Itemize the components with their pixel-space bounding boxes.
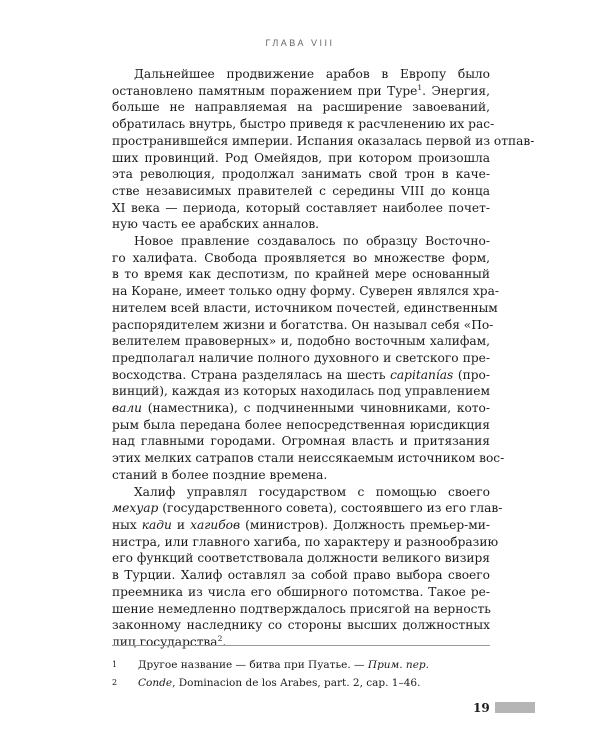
- footnote: [112, 656, 490, 674]
- text-line: [112, 283, 499, 300]
- text-run: станий в более поздние времена.: [112, 467, 328, 482]
- text-line: [112, 517, 490, 534]
- text-run: рым была передана более непосредственная юрисдикция: [112, 417, 490, 432]
- text-run: Другое название — битва при Пуатье. —: [138, 659, 368, 671]
- text-line: [112, 216, 490, 233]
- italic-term: вали: [112, 401, 142, 416]
- text-line: [112, 467, 490, 484]
- text-run: , Dominacion de los Arabes, part. 2, cap. 1–46.: [172, 677, 421, 689]
- text-run: обратилась внутрь, быстро приведя к расчленению их рас-: [112, 117, 495, 132]
- text-line: [112, 367, 490, 384]
- text-line: [112, 333, 490, 350]
- text-run: стве независимых правителей с середины VIII до конца: [112, 183, 490, 198]
- footnote-number: 1: [112, 660, 118, 669]
- running-head: ГЛАВА VIII: [265, 38, 335, 48]
- text-line: [112, 617, 490, 634]
- text-run: и: [171, 517, 191, 532]
- body-text: [112, 66, 535, 651]
- text-line: [112, 534, 499, 551]
- footnote: [112, 674, 490, 692]
- text-run: остановлено памятным поражением при Туре: [112, 83, 418, 98]
- italic-term: хагибов: [190, 517, 241, 532]
- text-line: [112, 250, 490, 267]
- text-run: XI века — периода, который составляет наиболее почет-: [112, 200, 490, 215]
- text-line: [112, 484, 490, 501]
- text-line: [112, 116, 495, 133]
- page-edge-tab: [495, 702, 535, 713]
- text-run: ную часть ее арабских анналов.: [112, 217, 320, 232]
- text-line: [112, 233, 490, 250]
- text-line: [112, 350, 490, 367]
- text-line: [112, 433, 490, 450]
- text-run: .: [222, 634, 227, 649]
- text-line: [112, 383, 490, 400]
- paragraph: [112, 484, 503, 651]
- paragraph: [112, 66, 535, 233]
- text-run: шение немедленно подтверждалось присягой на верность: [112, 601, 491, 616]
- text-run: (наместника), с подчиненными чиновниками, кото-: [141, 401, 490, 416]
- text-run: восходства. Страна разделялась на шесть: [112, 367, 391, 382]
- text-line: [112, 400, 490, 417]
- text-run: (государственного совета), состоявшего из его глав-: [158, 501, 503, 516]
- page-number: 19: [473, 701, 490, 715]
- footnote-ref: 2: [217, 633, 223, 643]
- text-line: [112, 550, 490, 567]
- paragraph: [112, 233, 505, 484]
- italic-term: Conde: [138, 677, 173, 689]
- footnotes: [112, 656, 490, 692]
- text-run: (про-: [453, 367, 491, 382]
- text-line: [112, 601, 490, 618]
- text-run: больше не направляемая на расширение завоеваний,: [112, 100, 490, 115]
- italic-term: capitanías: [390, 367, 454, 382]
- text-run: законному наследнику со стороны высших должностных: [112, 618, 490, 633]
- text-run: (министров). Должность премьер-ми-: [240, 517, 490, 532]
- text-line: [112, 417, 490, 434]
- text-run: этих мелких сатрапов стали неиссякаемым источником вос-: [112, 451, 505, 466]
- text-line: [112, 99, 490, 116]
- text-line: [112, 300, 498, 317]
- text-line: [112, 133, 535, 150]
- text-line: [112, 584, 490, 601]
- text-run: над главными городами. Огромная власть и притязания: [112, 434, 490, 449]
- text-run: эта революция, продолжал занимать свой трон в каче-: [112, 167, 490, 182]
- text-line: [112, 200, 490, 217]
- footnote-text: [138, 674, 420, 692]
- text-run: Халиф управлял государством с помощью своего: [134, 484, 490, 499]
- text-run: предполагал наличие полного духовного и светского пре-: [112, 350, 490, 365]
- text-line: [112, 567, 490, 584]
- text-run: го халифата. Свобода проявляется во множестве форм,: [112, 250, 490, 265]
- text-line: [112, 317, 494, 334]
- italic-term: Прим. пер.: [367, 659, 429, 671]
- text-line: [112, 634, 490, 651]
- text-run: ших провинций. Род Омейядов, при котором произошла: [112, 150, 490, 165]
- text-run: ных: [112, 517, 142, 532]
- text-run: на Коране, имеет только одну форму. Суверен являлся хра-: [112, 284, 499, 299]
- text-run: нителем всей власти, источником почестей, единственным: [112, 300, 498, 315]
- footnote-divider: [112, 645, 490, 646]
- text-run: Дальнейшее продвижение арабов в Европу было: [134, 67, 490, 81]
- italic-term: мехуар: [112, 501, 159, 516]
- text-line: [112, 166, 490, 183]
- text-line: [112, 83, 490, 100]
- text-run: Новое правление создавалось по образцу Восточно-: [134, 234, 490, 249]
- text-line: [112, 183, 490, 200]
- text-run: . Энергия,: [422, 83, 490, 98]
- footnote-text: [138, 656, 429, 674]
- text-run: нистра, или главного хагиба, по характеру и разнообразию: [112, 534, 499, 549]
- text-run: его функций соответствовала должности великого визиря: [112, 551, 490, 566]
- text-run: в то время как деспотизм, по крайней мере основанный: [112, 267, 490, 282]
- text-line: [112, 500, 503, 517]
- text-run: винций), каждая из которых находилась под управлением: [112, 384, 490, 399]
- text-line: [112, 266, 490, 283]
- text-run: лиц государства: [112, 634, 218, 649]
- text-line: [112, 150, 490, 167]
- text-run: в Турции. Халиф оставлял за собой право выбора своего: [112, 568, 490, 583]
- italic-term: кади: [141, 517, 172, 532]
- text-line: [112, 66, 490, 83]
- text-run: велителем правоверных» и, подобно восточным халифам,: [112, 334, 490, 349]
- text-run: распорядителем жизни и богатства. Он называл себя «По-: [112, 317, 494, 332]
- footnote-number: 2: [112, 678, 118, 687]
- footnote-ref: 1: [417, 82, 423, 92]
- text-line: [112, 450, 505, 467]
- text-run: преемника из числа его обширного потомства. Такое ре-: [112, 584, 490, 599]
- text-run: пространившейся империи. Испания оказалась первой из отпав-: [112, 133, 535, 148]
